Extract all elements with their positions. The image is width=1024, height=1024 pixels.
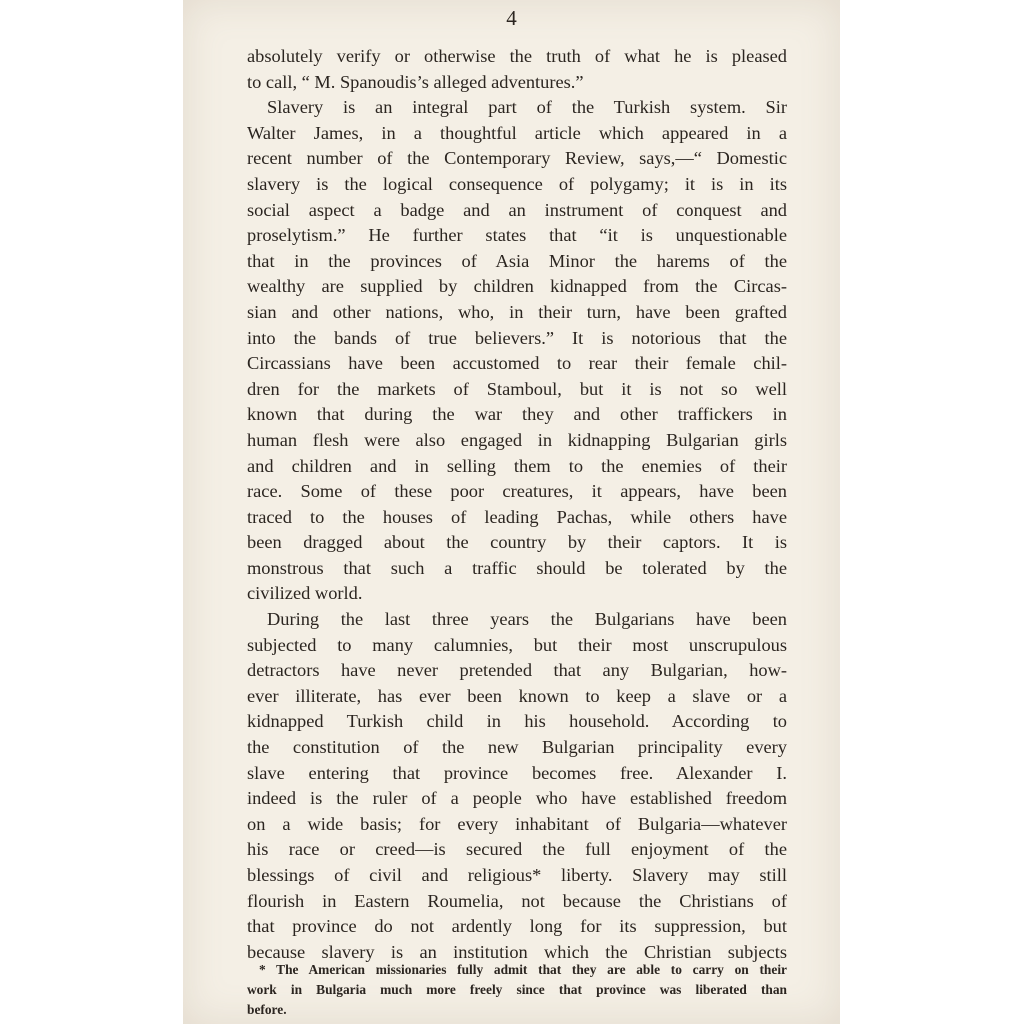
text-line: kidnapped Turkish child in his household. According to [247, 711, 787, 732]
text-line: the constitution of the new Bulgarian principality every [247, 737, 787, 758]
text-line: human flesh were also engaged in kidnapping Bulgarian girls [247, 429, 787, 450]
text-line: that in the provinces of Asia Minor the harems of the [247, 250, 787, 271]
text-line: race. Some of these poor creatures, it appears, have been [247, 481, 787, 502]
book-page [183, 0, 840, 1024]
footnote-line: work in Bulgaria much more freely since that province was liberated than [247, 982, 787, 997]
text-line: because slavery is an institution which the Christian subjects [247, 941, 787, 962]
text-line: been dragged about the country by their captors. It is [247, 532, 787, 553]
text-line: traced to the houses of leading Pachas, while others have [247, 506, 787, 527]
text-line: monstrous that such a traffic should be tolerated by the [247, 557, 787, 578]
text-line: known that during the war they and other traffickers in [247, 404, 787, 425]
footnote [247, 960, 787, 1020]
body-text [247, 44, 787, 965]
text-line: Slavery is an integral part of the Turkish system. Sir [267, 97, 787, 118]
text-line: Circassians have been accustomed to rear their female chil- [247, 353, 787, 374]
text-line: absolutely verify or otherwise the truth of what he is pleased [247, 46, 787, 66]
text-line: blessings of civil and religious* liberty. Slavery may still [247, 865, 787, 885]
text-line: to call, “ M. Spanoudis’s alleged adventures.” [247, 71, 584, 92]
page-number: 4 [506, 6, 517, 30]
text-line: detractors have never pretended that any Bulgarian, how- [247, 660, 787, 681]
text-line: flourish in Eastern Roumelia, not because the Christians of [247, 890, 787, 911]
text-line: civilized world. [247, 583, 363, 604]
text-line: During the last three years the Bulgarians have been [267, 609, 787, 630]
text-line: Walter James, in a thoughtful article which appeared in a [247, 122, 787, 143]
text-line: his race or creed—is secured the full enjoyment of the [247, 839, 787, 860]
text-line: sian and other nations, who, in their turn, have been grafted [247, 301, 787, 322]
text-line: proselytism.” He further states that “it is unquestionable [247, 225, 787, 246]
footnote-line: before. [247, 1002, 287, 1017]
text-line: that province do not ardently long for its suppression, but [247, 916, 787, 937]
text-line: dren for the markets of Stamboul, but it is not so well [247, 378, 787, 399]
text-line: indeed is the ruler of a people who have established freedom [247, 788, 787, 809]
text-line: wealthy are supplied by children kidnapped from the Circas- [247, 276, 787, 297]
text-line: ever illiterate, has ever been known to keep a slave or a [247, 685, 787, 706]
text-line: social aspect a badge and an instrument of conquest and [247, 199, 787, 220]
text-line: slave entering that province becomes free. Alexander I. [247, 762, 787, 783]
text-line: recent number of the Contemporary Review, says,—“ Domestic [247, 148, 787, 169]
text-line: slavery is the logical consequence of polygamy; it is in its [247, 173, 787, 194]
footnote-line: * The American missionaries fully admit that they are able to carry on their [259, 962, 787, 977]
text-line: on a wide basis; for every inhabitant of Bulgaria—whatever [247, 813, 787, 834]
text-line: subjected to many calumnies, but their most unscrupulous [247, 634, 787, 655]
text-line: into the bands of true believers.” It is notorious that the [247, 327, 787, 348]
text-line: and children and in selling them to the enemies of their [247, 455, 787, 476]
